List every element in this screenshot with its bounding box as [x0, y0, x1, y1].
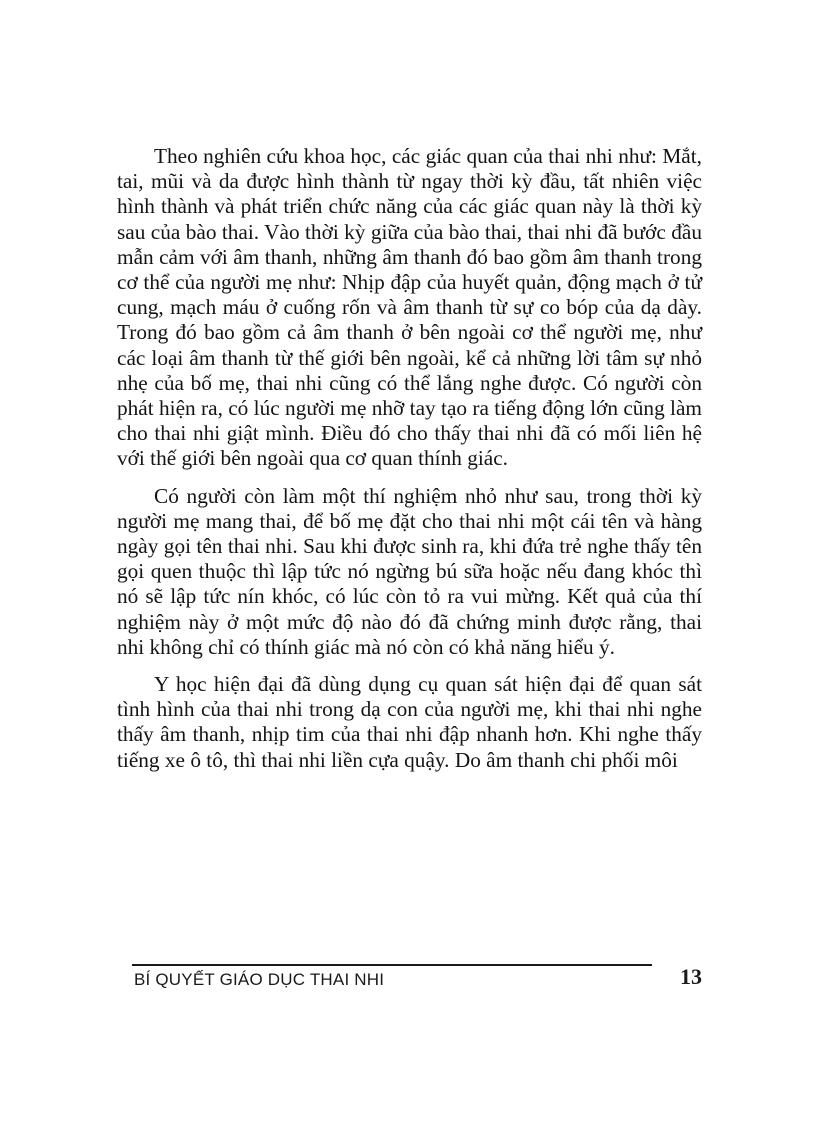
- paragraph-3: Y học hiện đại đã dùng dụng cụ quan sát hiện đại để quan sát tình hình của thai nhi trong dạ con của người mẹ, khi thai nhi nghe thấy âm thanh, nhịp tim của thai nhi đập nhanh hơn. Khi nghe thấy tiếng xe ô tô, thì thai nhi liền cựa quậy. Do âm thanh chi phối môi: [117, 672, 702, 772]
- footer-divider: [132, 964, 652, 966]
- running-footer-title: BÍ QUYẾT GIÁO DỤC THAI NHI: [134, 970, 385, 989]
- body-text: [117, 144, 702, 773]
- page-number: 13: [680, 964, 702, 989]
- paragraph-2: Có người còn làm một thí nghiệm nhỏ như sau, trong thời kỳ người mẹ mang thai, để bố mẹ đặt cho thai nhi một cái tên và hàng ngày gọi tên thai nhi. Sau khi được sinh ra, khi đứa trẻ nghe thấy tên gọi quen thuộc thì lập tức nó ngừng bú sữa hoặc nếu đang khóc thì nó sẽ lập tức nín khóc, có lúc còn tỏ ra vui mừng. Kết quả của thí nghiệm này ở một mức độ nào đó đã chứng minh được rằng, thai nhi không chỉ có thính giác mà nó còn có khả năng hiểu ý.: [117, 483, 702, 659]
- paragraph-1: Theo nghiên cứu khoa học, các giác quan của thai nhi như: Mắt, tai, mũi và da được hình thành từ ngay thời kỳ đầu, tất nhiên việc hình thành và phát triển chức năng của các giác quan này là thời kỳ sau của bào thai. Vào thời kỳ giữa của bào thai, thai nhi đã bước đầu mẫn cảm với âm thanh, những âm thanh đó bao gồm âm thanh trong cơ thể của người mẹ như: Nhịp đập của huyết quản, động mạch ở tử cung, mạch máu ở cuống rốn và âm thanh từ sự co bóp của dạ dày. Trong đó bao gồm cả âm thanh ở bên ngoài cơ thể người mẹ, như các loại âm thanh từ thế giới bên ngoài, kể cả những lời tâm sự nhỏ nhẹ của bố mẹ, thai nhi cũng có thể lắng nghe được. Có người còn phát hiện ra, có lúc người mẹ nhỡ tay tạo ra tiếng động lớn cũng làm cho thai nhi giật mình. Điều đó cho thấy thai nhi đã có mối liên hệ với thế giới bên ngoài qua cơ quan thính giác.: [117, 144, 702, 471]
